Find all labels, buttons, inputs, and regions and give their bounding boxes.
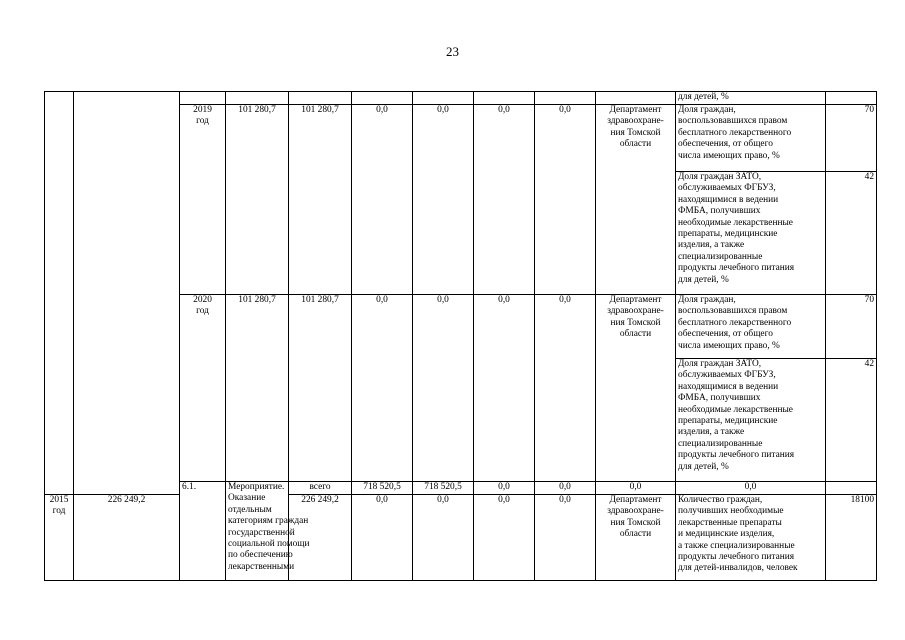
cell-total: 718 520,5	[352, 482, 413, 495]
cell-col7: 0,0	[596, 482, 676, 495]
cell-federal: 101 280,7	[289, 105, 352, 295]
cell-executor: Департамент здравоохране- ния Томской области	[596, 295, 676, 482]
indicator-tail: для детей, %	[676, 92, 826, 105]
cell-total-label: всего	[289, 482, 352, 495]
cell-col7: 0,0	[474, 295, 535, 482]
cell-col5: 0,0	[474, 482, 535, 495]
cell-federal: 101 280,7	[289, 295, 352, 482]
cell-indicator: Доля граждан, воспользовавшихся правом бесплатного лекарственного обеспечения, от общего числа имеющих право, %	[676, 105, 826, 172]
cell-activity-name	[74, 92, 180, 495]
cell-col5: 0,0	[352, 495, 413, 581]
cell-col8: 0,0	[535, 105, 596, 295]
cell-indicator: Доля граждан ЗАТО, обслуживаемых ФГБУЗ, находящимися в ведении ФМБА, получивших необходимые лекарственные препараты, медицинские изделия, а также специализированные продукты лечебного питания для детей, %	[676, 172, 826, 295]
cell-year-2015: 2015 год	[45, 495, 74, 581]
cell-total: 101 280,7	[226, 105, 289, 295]
cell-col7: 0,0	[474, 495, 535, 581]
cell-col5: 0,0	[352, 295, 413, 482]
cell-indicator-value: 70	[826, 295, 877, 359]
cell-col7: 0,0	[474, 105, 535, 295]
cell-indicator-value: 42	[826, 172, 877, 295]
cell-num: 6.1.	[180, 482, 226, 581]
cell-col6: 0,0	[535, 482, 596, 495]
program-activities-table	[44, 91, 877, 581]
cell-year-2020: 2020 год	[180, 295, 226, 482]
cell-total: 101 280,7	[226, 295, 289, 482]
cell-col6: 0,0	[413, 295, 474, 482]
cell-indicator: Доля граждан ЗАТО, обслуживаемых ФГБУЗ, находящимися в ведении ФМБА, получивших необходимые лекарственные препараты, медицинские изделия, а также специализированные продукты лечебного питания для детей, %	[676, 359, 826, 482]
cell-year-2019: 2019 год	[180, 105, 226, 295]
cell-col8: 0,0	[676, 482, 826, 495]
cell-indicator-value: 70	[826, 105, 877, 172]
cell-executor: Департамент здравоохране- ния Томской области	[596, 495, 676, 581]
cell-indicator-value: 18100	[826, 495, 877, 581]
cell-col6: 0,0	[413, 495, 474, 581]
cell-federal: 226 249,2	[289, 495, 352, 581]
cell-col6: 0,0	[413, 105, 474, 295]
cell-num	[45, 92, 74, 495]
page-number: 23	[446, 44, 459, 59]
cell-indicator: Количество граждан, получивших необходимые лекарственные препараты и медицинские изделия, а также специализированные продукты лечебного питания для детей-инвалидов, человек	[676, 495, 826, 581]
cell-total: 226 249,2	[74, 495, 180, 581]
cell-col8: 0,0	[535, 495, 596, 581]
cell-activity-name: Мероприятие. Оказание отдельным категориям граждан государственной социальной помощи по обеспечению лекарственными	[226, 482, 289, 581]
cell-col5: 0,0	[352, 105, 413, 295]
cell-federal: 718 520,5	[413, 482, 474, 495]
table-row-2015	[45, 495, 877, 581]
table-row-continuation	[45, 92, 877, 105]
cell-executor: Департамент здравоохране- ния Томской области	[596, 105, 676, 295]
cell-indicator: Доля граждан, воспользовавшихся правом бесплатного лекарственного обеспечения, от общего числа имеющих право, %	[676, 295, 826, 359]
cell-col8: 0,0	[535, 295, 596, 482]
cell-indicator-value: 42	[826, 359, 877, 482]
